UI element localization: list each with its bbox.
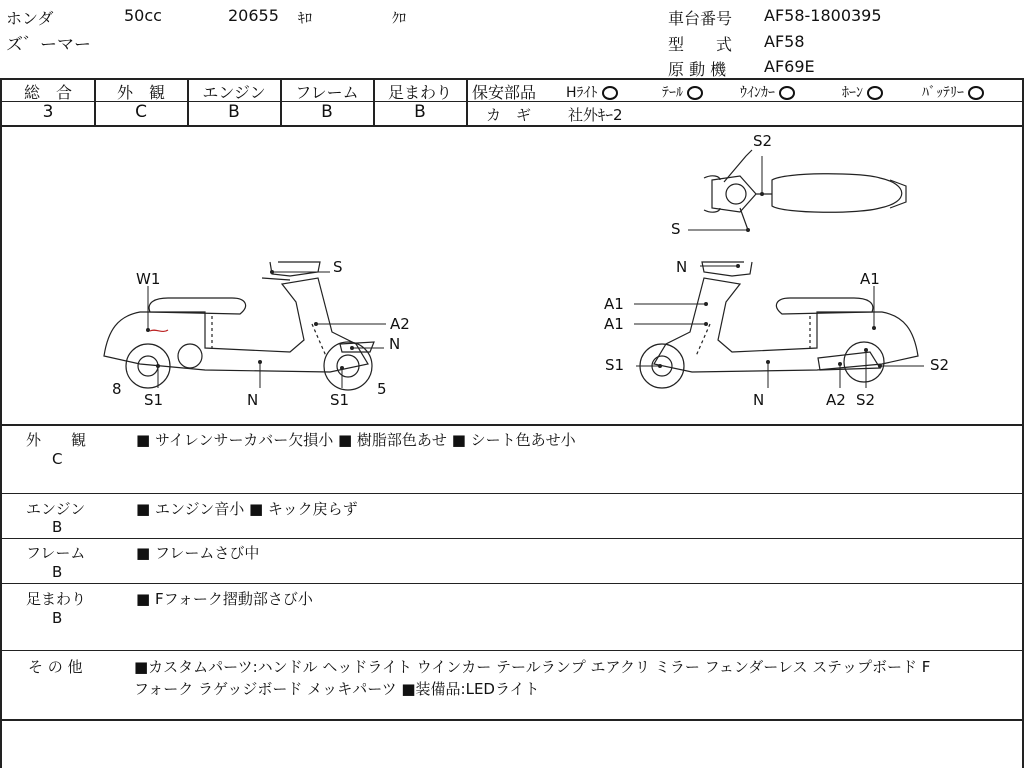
remark-text: ■ フレームさび中	[136, 544, 260, 562]
key-value: 社外ｷｰ2	[568, 106, 623, 124]
remark-text: ■ サイレンサーカバー欠損小 ■ 樹脂部色あせ ■ シート色あせ小	[136, 431, 576, 449]
safety-item-battery: ﾊﾞｯﾃﾘｰ	[922, 82, 984, 102]
grade-label-exterior: 外 観	[116, 83, 165, 102]
grade-label-overall: 総 合	[23, 83, 72, 102]
engine-value: AF69E	[764, 57, 815, 76]
label-s: S	[333, 258, 343, 276]
rule	[0, 719, 1024, 721]
grade-value-engine: B	[228, 102, 240, 122]
safety-item-tail: ﾃｰﾙ	[662, 82, 703, 102]
mileage-unit: ｷﾛ	[298, 11, 312, 27]
remark-label: 足まわり	[26, 590, 87, 608]
ok-mark-icon	[867, 86, 883, 100]
rule	[0, 538, 1024, 539]
rule	[466, 78, 468, 125]
maker: ホンダ	[6, 9, 54, 28]
rule	[0, 650, 1024, 651]
color: ｸﾛ	[392, 11, 406, 27]
grade-value-suspension: B	[414, 102, 426, 122]
label-s2: S2	[753, 132, 773, 150]
label-a1: A1	[604, 315, 624, 333]
label-n: N	[389, 335, 401, 353]
remark-label: そ の 他	[28, 658, 83, 676]
label-n: N	[753, 391, 765, 409]
label-w1: W1	[136, 270, 161, 288]
label-5: 5	[377, 380, 387, 398]
label-s1: S1	[144, 391, 164, 409]
label-a2: A2	[826, 391, 846, 409]
remark-grade: B	[52, 609, 63, 627]
label-a1: A1	[604, 295, 624, 313]
label-n: N	[247, 391, 259, 409]
remark-grade: C	[52, 450, 63, 468]
label-s1: S1	[330, 391, 350, 409]
mileage: 20655	[228, 6, 279, 25]
label-s2: S2	[856, 391, 876, 409]
type-label: 型 式	[668, 35, 733, 54]
label-n: N	[676, 258, 688, 276]
grade-value-exterior: C	[135, 102, 147, 122]
remark-label: エンジン	[26, 500, 86, 518]
type-value: AF58	[764, 32, 805, 51]
label-s1: S1	[605, 356, 625, 374]
remark-text: ■ エンジン音小 ■ キック戻らず	[136, 500, 358, 518]
label-8: 8	[112, 380, 122, 398]
safety-item-headlight: Hﾗｲﾄ	[566, 82, 618, 102]
displacement: 50cc	[124, 6, 162, 25]
grade-value-overall: 3	[42, 102, 54, 122]
label-a2: A2	[390, 315, 410, 333]
label-a1: A1	[860, 270, 880, 288]
rule	[0, 583, 1024, 584]
safety-item-horn: ﾎｰﾝ	[842, 82, 883, 102]
scooter-top-view-icon	[704, 150, 906, 230]
rule	[0, 424, 1024, 426]
remark-text: ■カスタムパーツ:ハンドル ヘッドライト ウインカー テールランプ エアクリ ミラー フェンダーレス ステップボード F	[134, 658, 931, 676]
grade-label-engine: エンジン	[202, 83, 266, 102]
label-s2: S2	[930, 356, 950, 374]
ok-mark-icon	[779, 86, 795, 100]
remark-grade: B	[52, 518, 63, 536]
remark-grade: B	[52, 563, 63, 581]
ok-mark-icon	[687, 86, 703, 100]
grade-label-frame: フレーム	[295, 83, 359, 102]
engine-label: 原 動 機	[668, 60, 727, 79]
frame-number-label: 車台番号	[668, 9, 733, 28]
remark-text-continued: フォーク ラゲッジボード メッキパーツ ■装備品:LEDライト	[134, 680, 540, 698]
remark-text: ■ Fフォーク摺動部さび小	[136, 590, 313, 608]
ok-mark-icon	[602, 86, 618, 100]
frame-number: AF58-1800395	[764, 6, 882, 25]
remark-label: フレーム	[26, 544, 86, 562]
safety-item-winker: ｳｲﾝｶｰ	[740, 82, 795, 102]
model-name: ズ゛ーマー	[6, 35, 91, 55]
grade-value-frame: B	[321, 102, 333, 122]
rule	[0, 493, 1024, 494]
remark-label: 外 観	[26, 431, 87, 449]
safety-title: 保安部品	[472, 83, 537, 102]
damage-diagram	[0, 126, 1024, 424]
key-label: カ ギ	[486, 106, 532, 124]
grade-label-suspension: 足まわり	[387, 83, 452, 102]
label-s: S	[671, 220, 681, 238]
ok-mark-icon	[968, 86, 984, 100]
